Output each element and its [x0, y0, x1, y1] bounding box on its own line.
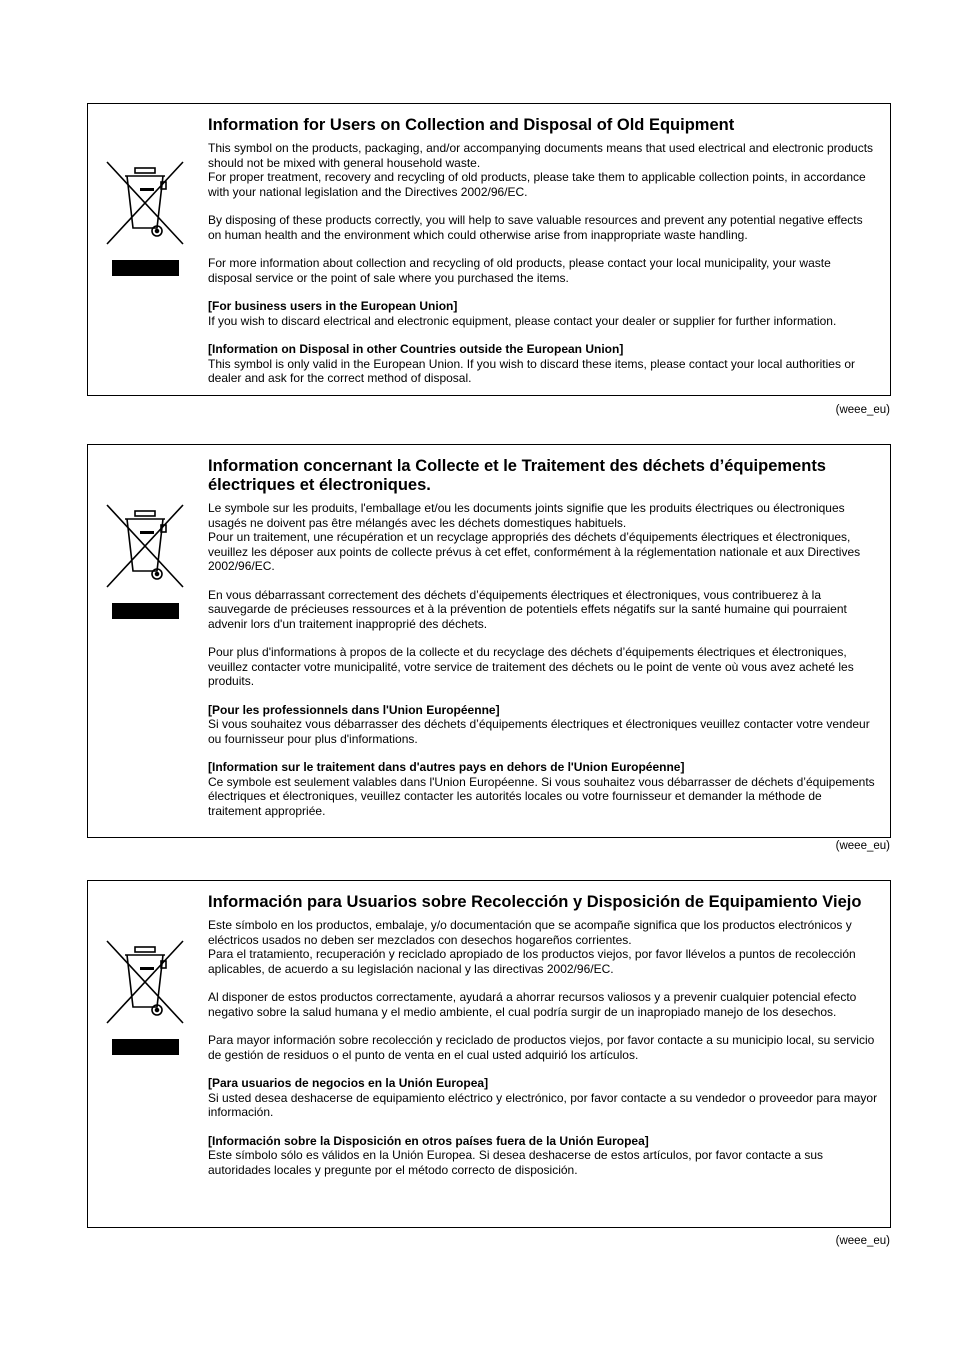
notice-content	[208, 893, 878, 1191]
subheading: [Pour les professionnels dans l'Union Européenne]	[208, 702, 500, 717]
subheading: [For business users in the European Union]	[208, 299, 458, 313]
reference-code: (weee_eu)	[835, 404, 890, 416]
paragraph: This symbol is only valid in the European Union. If you wish to discard these items, please contact your local authorities or dealer and ask for the correct method of disposal.	[208, 356, 855, 385]
paragraph: Este símbolo en los productos, embalaje, y/o documentación que se acompañe significa que los productos electrónicos y eléctricos usados no deben ser mezclados con desechos hogareños corrientes. Para el tratamiento, recuperación y reciclado apropiado de los productos viejos, por favor llévelos a puntos de recolección aplicables, de acuerdo a su legislación nacional y las directivas 2002/96/EC.	[208, 918, 856, 976]
paragraph: If you wish to discard electrical and electronic equipment, please contact your dealer or supplier for further information.	[208, 313, 837, 328]
weee-symbol	[105, 503, 185, 619]
notice-content	[208, 116, 878, 400]
paragraph: Si usted desea deshacerse de equipamiento eléctrico y electrónico, por favor contacte a su vendedor o proveedor para mayor información.	[208, 1090, 878, 1119]
paragraph: By disposing of these products correctly, you will help to save valuable resources and prevent any potential negative effects on human health and the environment which could otherwise arise from inappropriate waste handling.	[208, 213, 863, 242]
paragraph: Le symbole sur les produits, l'emballage et/ou les documents joints signifie que les produits électriques ou électroniques usagés ne doivent pas être mélangés avec les déchets domestiques habituels. Pour un traitement, une récupération et un recyclage appropriés des déchets d’équipements électriques et électroniques, veuillez les déposer aux points de collecte prévus à cet effet, conformément à la réglementation nationale et aux Directives 2002/96/EC.	[208, 501, 861, 573]
section-heading: Information concernant la Collecte et le Traitement des déchets d’équipements électriques et électroniques.	[208, 457, 826, 494]
paragraph: For more information about collection and recycling of old products, please contact your local municipality, your waste disposal service or the point of sale where you purchased the items.	[208, 256, 831, 285]
section-heading: Information for Users on Collection and Disposal of Old Equipment	[208, 116, 735, 134]
black-bar	[112, 1039, 179, 1055]
paragraph: En vous débarrassant correctement des déchets d’équipements électriques et électroniques, vous contribuerez à la sauvegarde de précieuses ressources et à la prévention de potentiels effets négatifs sur la santé humaine qui pourraient advenir lors d'un traitement inapproprié des déchets.	[208, 587, 847, 631]
paragraph: Este símbolo sólo es válidos en la Unión Europea. Si desea deshacerse de estos artículos, por favor contacte a sus autoridades locales y pregunte por el método correcto de disposición.	[208, 1148, 824, 1177]
black-bar	[112, 260, 179, 276]
notice-content	[208, 457, 878, 832]
weee-symbol	[105, 160, 185, 276]
subheading: [Información sobre la Disposición en otros países fuera de la Unión Europea]	[208, 1133, 649, 1148]
notice-box-english	[87, 103, 891, 396]
paragraph: Ce symbole est seulement valables dans l'Union Européenne. Si vous souhaitez vous débarrasser de déchets d’équipements électriques et électroniques, veuillez contacter les autorités locales ou votre fournisseur et demander la méthode de traitement appropriée.	[208, 774, 875, 818]
paragraph: Al disponer de estos productos correctamente, ayudará a ahorrar recursos valiosos y a prevenir cualquier potencial efecto negativo sobre la salud humana y el medio ambiente, el cual podría surgir de un inapropiado manejo de los desechos.	[208, 990, 857, 1019]
paragraph: Si vous souhaitez vous débarrasser des déchets d’équipements électriques et électroniques veuillez contacter votre vendeur ou fournisseur pour plus d'informations.	[208, 717, 870, 746]
crossed-out-wheelie-bin-icon	[105, 939, 185, 1025]
black-bar	[112, 603, 179, 619]
section-heading: Información para Usuarios sobre Recolección y Disposición de Equipamiento Viejo	[208, 893, 862, 911]
crossed-out-wheelie-bin-icon	[105, 503, 185, 589]
weee-symbol	[105, 939, 185, 1055]
subheading: [Information sur le traitement dans d'autres pays en dehors de l'Union Européenne]	[208, 760, 685, 774]
reference-code: (weee_eu)	[835, 1235, 890, 1247]
crossed-out-wheelie-bin-icon	[105, 160, 185, 246]
notice-box-spanish	[87, 880, 891, 1228]
subheading: [Information on Disposal in other Countries outside the European Union]	[208, 342, 624, 356]
paragraph: Pour plus d'informations à propos de la collecte et du recyclage des déchets d’équipements électriques et électroniques, veuillez contacter votre municipalité, votre service de traitement des déchets ou le point de vente où vous avez acheté les produits.	[208, 645, 854, 688]
paragraph: This symbol on the products, packaging, and/or accompanying documents means that used electrical and electronic products should not be mixed with general household waste. For proper treatment, recovery and recycling of old products, please take them to applicable collection points, in accordance with your national legislation and the Directives 2002/96/EC.	[208, 141, 874, 199]
notice-box-french	[87, 444, 891, 838]
reference-code: (weee_eu)	[835, 840, 890, 852]
paragraph: Para mayor información sobre recolección y reciclado de productos viejos, por favor contacte a su municipio local, su servicio de gestión de residuos o el punto de venta en el cual usted adquirió los artículos.	[208, 1033, 875, 1062]
subheading: [Para usuarios de negocios en la Unión Europea]	[208, 1076, 489, 1090]
